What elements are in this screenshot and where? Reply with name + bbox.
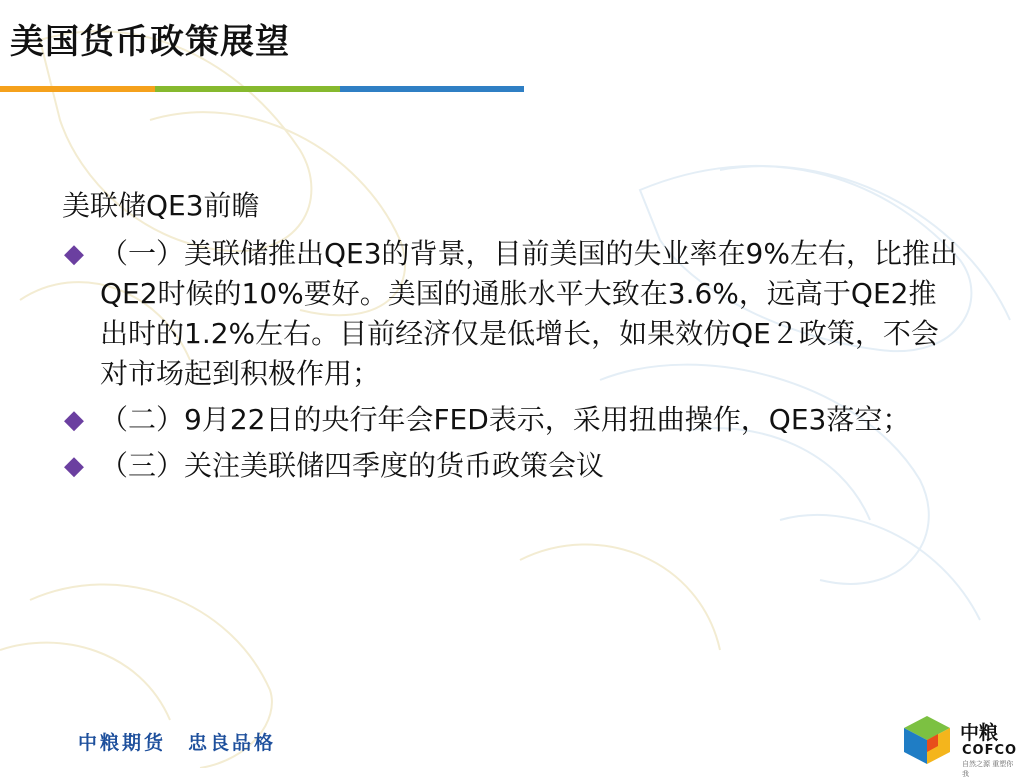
bullet-text: （一）美联储推出QE3的背景，目前美国的失业率在9%左右，比推出QE2时候的10%要好。美国的通胀水平大致在3.6%，远高于QE2推出时的1.2%左右。目前经济仅是低增长，如果效仿QE２政策，不会对市场起到积极作用； <box>100 237 958 390</box>
title-bar-orange-segment <box>0 86 155 92</box>
slide-title: 美国货币政策展望 <box>10 22 290 62</box>
title-bar-blue-segment <box>340 86 524 92</box>
bullet-item <box>62 400 962 440</box>
logo-name-cn: 中粮 <box>960 722 999 744</box>
logo-name-en: COFCO <box>962 743 1018 758</box>
diamond-bullet-icon: ◆ <box>64 451 84 481</box>
diamond-bullet-icon: ◆ <box>64 405 84 435</box>
bullet-item <box>62 446 962 486</box>
title-underline-bar <box>0 86 524 92</box>
bullet-item <box>62 234 962 394</box>
bullet-text: （三）关注美联储四季度的货币政策会议 <box>100 449 605 482</box>
footer-company-slogan: 中粮期货 忠良品格 <box>78 732 277 754</box>
slide-body <box>62 186 962 492</box>
title-bar-green-segment <box>155 86 340 92</box>
section-heading: 美联储QE3前瞻 <box>62 189 260 222</box>
diamond-bullet-icon: ◆ <box>64 239 84 269</box>
cofco-logo <box>898 712 1018 778</box>
cofco-cube-icon <box>898 712 956 768</box>
bullet-text: （二）9月22日的央行年会FED表示，采用扭曲操作，QE3落空； <box>100 403 911 436</box>
logo-slogan: 自然之源 重塑你我 <box>962 760 1014 778</box>
